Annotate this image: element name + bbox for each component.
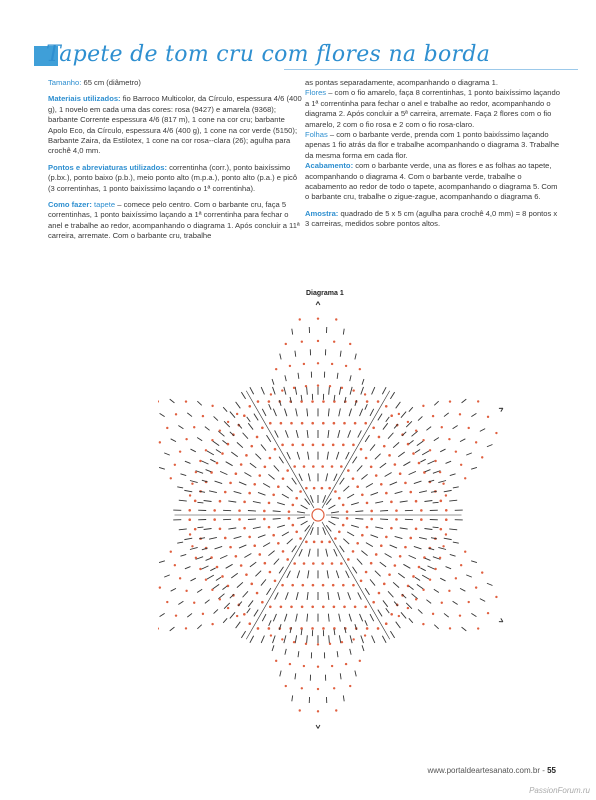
folhas-keyword: Folhas xyxy=(305,130,328,140)
pontas-paragraph xyxy=(305,78,561,88)
materiais-label: Materiais utilizados: xyxy=(48,94,121,104)
right-column xyxy=(305,78,561,236)
diagram-stitches xyxy=(158,302,503,729)
materiais-text: fio Barroco Multicolor, da Círculo, espessura 4/6 (400 g), 1 novelo em cada uma das cores: rosa (9427) e amarela (9368); barbante Corrente espessura 4/6 (817 m), 1 cone na cor cru; barbante Apolo Eco, da Círculo, espessura 4/6 (400 g), 1 cone na cor verde (5150); Barbante Zaira, da Estilotex, 1 cone na cor rosa-‑clara (26); agulha para crochê 4,0 mm. xyxy=(48,94,302,156)
como-text: – comece pelo centro. Com o barbante cru, faça 5 correntinhas, 1 ponto baixíssimo laçando a 1ª correntinha para fechar o anel e trabalhe ao redor, acompanhando o diagrama 1. Após concluir a 11ª carreira, arremate. Com o barbante cru, trabalhe xyxy=(48,200,300,241)
flores-text: – com o fio amarelo, faça 8 correntinhas, 1 ponto baixíssimo laçando a 1ª correntinha para fechar o anel e trabalhe ao redor, acompanhando o diagrama 2. Após concluir a 5ª carreira, arremate. Faça 2 flores com o fio amarelo, 2 com o fio rosa e 2 com o fio rosa-claro. xyxy=(305,88,560,129)
diagram-label: Diagrama 1 xyxy=(306,290,344,297)
title-bar xyxy=(34,42,578,72)
pontos-label: Pontos e abreviaturas utilizados: xyxy=(48,162,167,172)
crochet-diagram xyxy=(158,280,588,750)
pontos-paragraph xyxy=(48,163,304,194)
amostra-label: Amostra: xyxy=(305,208,339,218)
title-underline xyxy=(284,69,578,70)
acabamento-text: com o barbante verde, una as flores e as folhas ao tapete, acompanhando o diagrama 4. Com o barbante verde, trabalhe o acabamento ao redor de todo o tapete, acompanhando o diagrama 5. Com o barbante cru, trabalhe o zigue-zague, acompanhando o diagrama 6. xyxy=(305,161,558,202)
folhas-text: – com o barbante verde, prenda com 1 ponto baixíssimo laçando apenas 1 fio atrás da flor e trabalhe acompanhando o diagrama 3. Trabalhe da mesma forma em cada flor. xyxy=(305,130,560,160)
flores-keyword: Flores xyxy=(305,88,327,98)
left-column xyxy=(48,78,304,248)
footer-separator: - xyxy=(539,766,548,775)
tamanho-label: Tamanho: xyxy=(48,78,82,87)
footer-url: www.portaldeartesanato.com.br xyxy=(427,766,540,775)
amostra-text: quadrado de 5 x 5 cm (agulha para crochê 4,0 mm) = 8 pontos x 3 carreiras, medidos sobre pontos altos. xyxy=(305,208,558,229)
tamanho-paragraph xyxy=(48,78,304,88)
materiais-paragraph xyxy=(48,94,304,156)
tamanho-text: 65 cm (diâmetro) xyxy=(81,78,141,87)
page-number: 55 xyxy=(547,766,556,775)
acabamento-paragraph xyxy=(305,161,561,203)
folhas-paragraph xyxy=(305,130,561,161)
acabamento-label: Acabamento: xyxy=(305,161,354,171)
pontos-text: correntinha (corr.), ponto baixíssimo (p.bx.), ponto baixo (p.b.), meio ponto alto (m.p.a.), ponto alto (p.a.) e picô (3 correntinhas, 1 ponto baixíssimo laçando o 1ª correntinha). xyxy=(48,162,298,193)
watermark: PassionForum.ru xyxy=(529,786,590,795)
pontas-text: as pontas separadamente, acompanhando o diagrama 1. xyxy=(305,78,498,87)
como-label: Como fazer: xyxy=(48,200,92,210)
como-keyword: tapete xyxy=(91,200,116,210)
como-paragraph xyxy=(48,200,304,242)
page-footer xyxy=(427,766,556,775)
page-title: Tapete de tom cru com flores na borda xyxy=(46,42,491,67)
amostra-paragraph xyxy=(305,209,561,230)
flores-paragraph xyxy=(305,88,561,130)
